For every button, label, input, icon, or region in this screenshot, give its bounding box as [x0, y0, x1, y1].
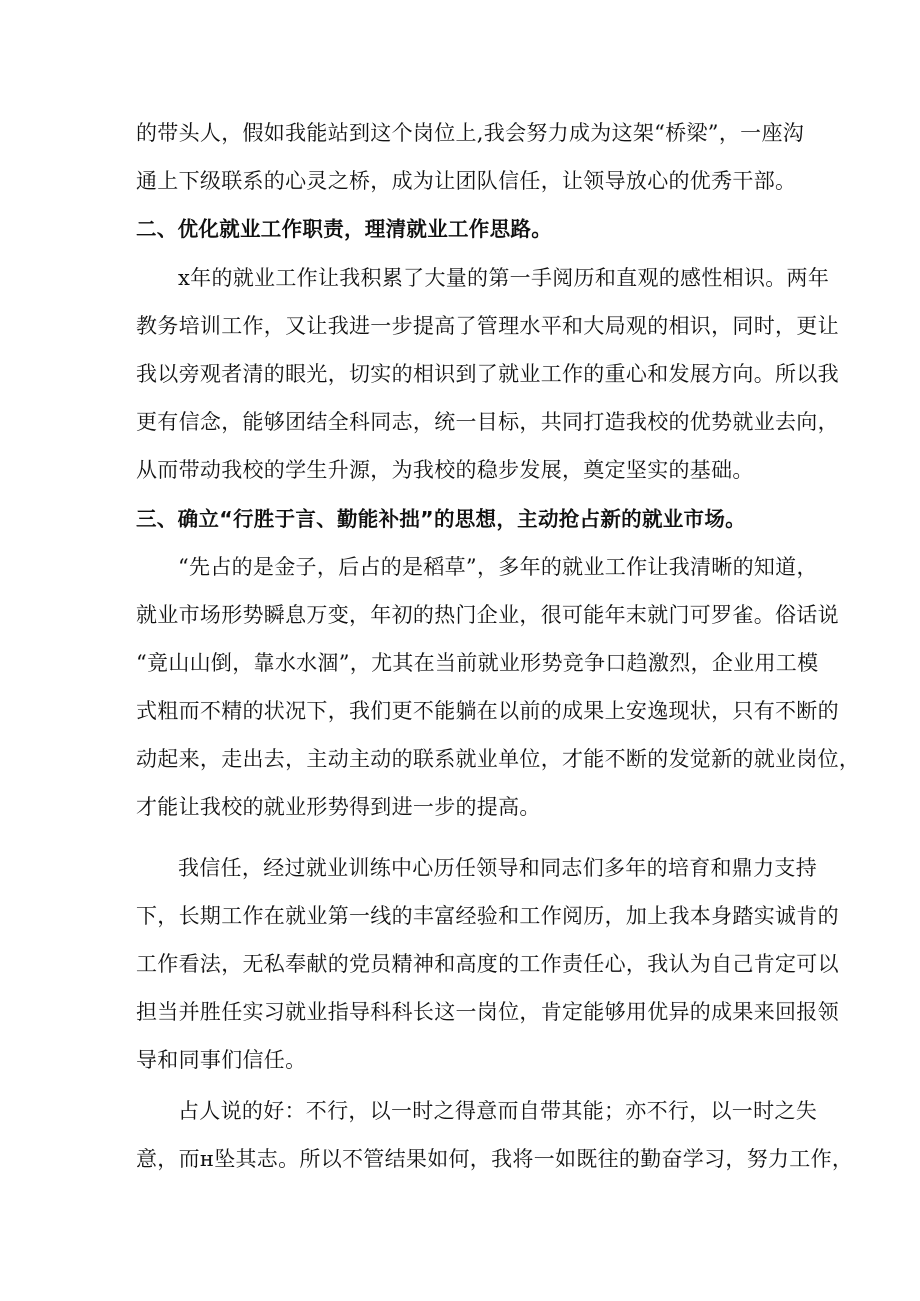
para2-line-3: 我以旁观者清的眼光，切实的相识到了就业工作的重心和发展方向。所以我	[136, 362, 839, 386]
para4-line-5: 导和同事们信任。	[136, 1048, 307, 1072]
para4-line-2: 下，长期工作在就业第一线的丰富经验和工作阅历，加上我本身踏实诚肯的	[136, 904, 839, 928]
para4-line-1: 我信任，经过就业训练中心历任领导和同志们多年的培育和鼎力支持	[178, 856, 817, 880]
para2-line-2: 教务培训工作，又让我进一步提高了管理水平和大局观的相识，同时，更让	[136, 314, 839, 338]
section-heading-3: 三、确立“行胜于言、勤能补拙”的思想，主动抢占新的就业市场。	[136, 507, 746, 531]
para3-line-4: 式粗而不精的状况下，我们更不能躺在以前的成果上安逸现状，只有不断的	[136, 699, 839, 723]
para4-line-3: 工作看法，无私奉献的党员精神和高度的工作责任心，我认为自己肯定可以	[136, 952, 839, 976]
para2-line-1: x年的就业工作让我积累了大量的第一手阅历和直观的感性相识。两年	[178, 266, 830, 290]
para3-line-6: 才能让我校的就业形势得到进一步的提高。	[136, 795, 541, 819]
para3-line-2: 就业市场形势瞬息万变，年初的热门企业，很可能年末就门可罗雀。俗话说	[136, 603, 839, 627]
para3-line-1: “先占的是金子，后占的是稻草”，多年的就业工作让我清晰的知道，	[178, 555, 818, 579]
para2-line-4: 更有信念，能够团结全科同志，统一目标，共同打造我校的优势就业去向，	[136, 410, 839, 434]
para2-line-5: 从而带动我校的学生升源，为我校的稳步发展，奠定坚实的基础。	[136, 458, 754, 482]
para3-line-5: 动起来，走出去，主动主动的联系就业单位，才能不断的发觉新的就业岗位，	[136, 747, 861, 771]
section-heading-2: 二、优化就业工作职责，理清就业工作思路。	[136, 217, 552, 241]
para1-line-2: 通上下级联系的心灵之桥，成为让团队信任，让领导放心的优秀干部。	[136, 169, 797, 193]
para5-line-1: 占人说的好：不行，以一时之得意而自带其能；亦不行，以一时之失	[178, 1099, 817, 1123]
para1-line-1: 的带头人，假如我能站到这个岗位上,我会努力成为这架“桥梁”，一座沟	[136, 121, 805, 145]
para4-line-4: 担当并胜任实习就业指导科科长这一岗位，肯定能够用优异的成果来回报领	[136, 1000, 839, 1024]
para3-line-3: “竟山山倒，靠水水涸”，尤其在当前就业形势竞争口趋激烈，企业用工模	[136, 651, 819, 675]
para5-line-2: 意，而н坠其志。所以不管结果如何，我将一如既往的勤奋学习，努力工作，	[136, 1147, 854, 1171]
